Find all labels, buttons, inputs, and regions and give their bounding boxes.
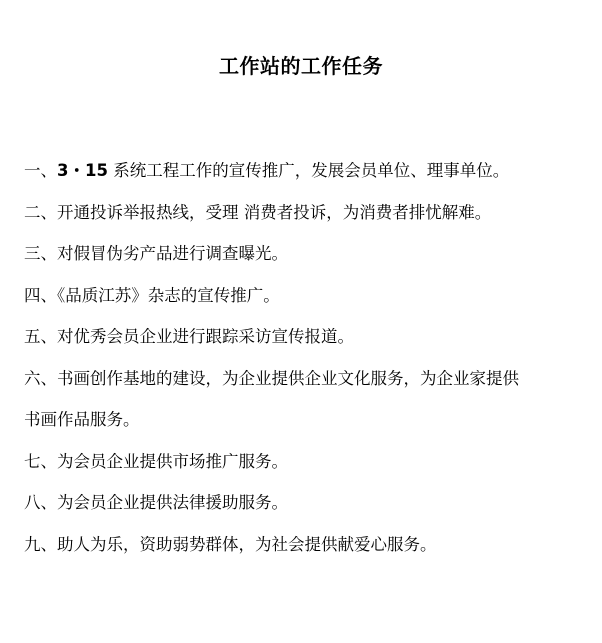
task-item-5 bbox=[24, 316, 584, 358]
task-item-4 bbox=[24, 275, 584, 317]
task-emphasis: 3・15 bbox=[57, 161, 108, 180]
task-item-6 bbox=[24, 358, 584, 400]
task-text: 书画创作基地的建设，为企业提供企业文化服务，为企业家提供 bbox=[57, 368, 519, 388]
task-item-8 bbox=[24, 482, 584, 524]
task-prefix: 五、 bbox=[24, 327, 57, 346]
task-text: 对假冒伪劣产品进行调查曝光。 bbox=[57, 244, 288, 263]
task-text: 《品质江苏》杂志的宣传推广。 bbox=[57, 285, 280, 305]
page-title: 工作站的工作任务 bbox=[219, 54, 383, 78]
task-item-3 bbox=[24, 233, 584, 275]
task-text: 开通投诉举报热线，受理 消费者投诉，为消费者排忧解难。 bbox=[57, 202, 492, 222]
task-text: 书画作品服务。 bbox=[24, 410, 140, 429]
task-item-6-continuation bbox=[24, 399, 584, 441]
task-prefix: 七、 bbox=[24, 451, 57, 471]
task-prefix: 八、 bbox=[24, 493, 57, 512]
task-prefix: 三、 bbox=[24, 244, 57, 263]
task-text: 为会员企业提供市场推广服务。 bbox=[57, 451, 288, 471]
task-text: 为会员企业提供法律援助服务。 bbox=[57, 493, 288, 512]
task-prefix: 六、 bbox=[24, 368, 57, 388]
task-text: 对优秀会员企业进行跟踪采访宣传报道。 bbox=[57, 327, 354, 346]
task-item-7 bbox=[24, 441, 584, 483]
task-text: 助人为乐，资助弱势群体，为社会提供献爱心服务。 bbox=[57, 534, 437, 554]
task-list bbox=[24, 150, 584, 565]
task-prefix: 二、 bbox=[24, 202, 57, 222]
task-item-1 bbox=[24, 150, 584, 192]
task-item-9 bbox=[24, 524, 584, 566]
task-prefix: 一、 bbox=[24, 161, 57, 180]
task-prefix: 九、 bbox=[24, 534, 57, 554]
task-item-2 bbox=[24, 192, 584, 234]
task-text: 系统工程工作的宣传推广，发展会员单位、理事单位。 bbox=[107, 161, 510, 180]
task-prefix: 四、 bbox=[24, 285, 57, 305]
